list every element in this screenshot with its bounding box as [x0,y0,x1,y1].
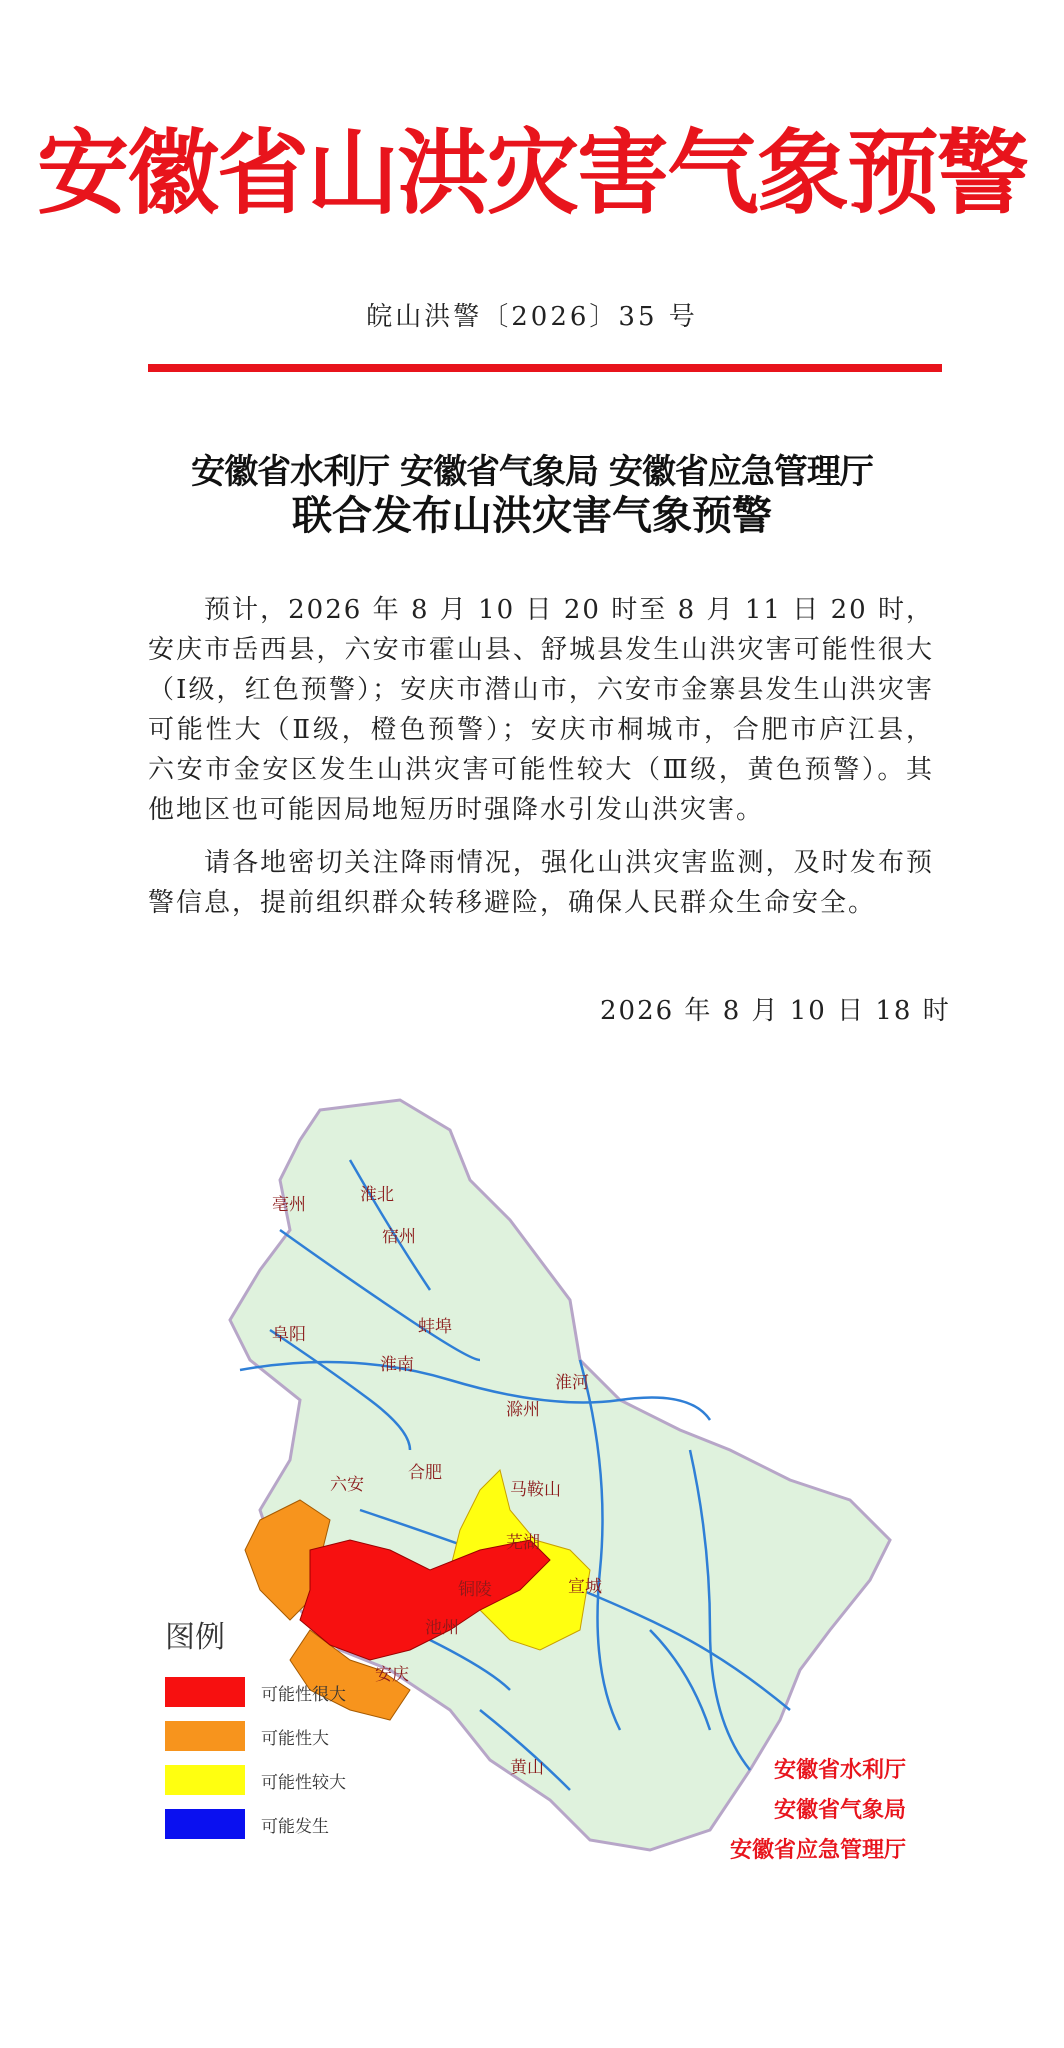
advisory-paragraph: 请各地密切关注降雨情况，强化山洪灾害监测，及时发布预警信息，提前组织群众转移避险，确保人民群众生命安全。 [148,848,934,918]
warning-title: 联合发布山洪灾害气象预警 [292,492,772,539]
city-label: 滁州 [506,1400,540,1420]
city-label: 合肥 [408,1463,442,1483]
city-label: 六安 [330,1475,364,1495]
forecast-paragraph: 预计，2026 年 8 月 10 日 20 时至 8 月 11 日 20 时，安庆市岳西县，六安市霍山县、舒城县发生山洪灾害可能性很大（Ⅰ级，红色预警）；安庆市潜山市，六安市金寨县发生山洪灾害可能性大（Ⅱ级，橙色预警）；安庆市桐城市，合肥市庐江县，六安市金安区发生山洪灾害可能性较大（Ⅲ级，黄色预警）。其他地区也可能因局地短历时强降水引发山洪灾害。 [148,595,934,825]
document-number: 皖山洪警〔2026〕35 号 [366,302,698,332]
city-label: 淮南 [380,1355,414,1375]
map-legend [165,1612,395,1846]
city-label: 淮北 [360,1185,394,1205]
legend-swatch-blue [165,1809,245,1839]
map-issuers [730,1750,906,1870]
legend-label: 可能性大 [261,1728,329,1749]
city-label: 黄山 [510,1758,544,1778]
legend-item [165,1802,395,1846]
issue-time: 2026 年 8 月 10 日 18 时 [600,996,951,1026]
legend-item [165,1758,395,1802]
legend-swatch-orange [165,1721,245,1751]
city-label: 亳州 [272,1195,306,1215]
city-label: 铜陵 [458,1580,492,1600]
city-label: 池州 [425,1618,459,1638]
red-divider [148,364,942,372]
city-label: 安庆 [375,1665,409,1685]
legend-title: 图例 [165,1620,225,1655]
legend-swatch-red [165,1677,245,1707]
issuer-water-resources: 安徽省水利厅 [773,1757,906,1783]
issuer-meteorology: 安徽省气象局 [773,1797,906,1823]
legend-item [165,1670,395,1714]
legend-label: 可能性很大 [261,1684,346,1705]
legend-swatch-yellow [165,1765,245,1795]
masthead-title: 安徽省山洪灾害气象预警 [36,119,1027,227]
legend-item [165,1714,395,1758]
issuing-agencies-title: 安徽省水利厅 安徽省气象局 安徽省应急管理厅 [191,452,873,492]
issuer-emergency-management: 安徽省应急管理厅 [729,1837,906,1863]
city-label: 阜阳 [272,1325,306,1345]
legend-label: 可能性较大 [261,1772,346,1793]
river-label: 淮河 [555,1373,589,1393]
city-label: 蚌埠 [418,1317,452,1337]
city-label: 芜湖 [506,1533,540,1553]
city-label: 宣城 [568,1577,602,1597]
city-label: 宿州 [382,1227,416,1247]
city-label: 马鞍山 [510,1480,561,1500]
legend-label: 可能发生 [261,1816,329,1837]
